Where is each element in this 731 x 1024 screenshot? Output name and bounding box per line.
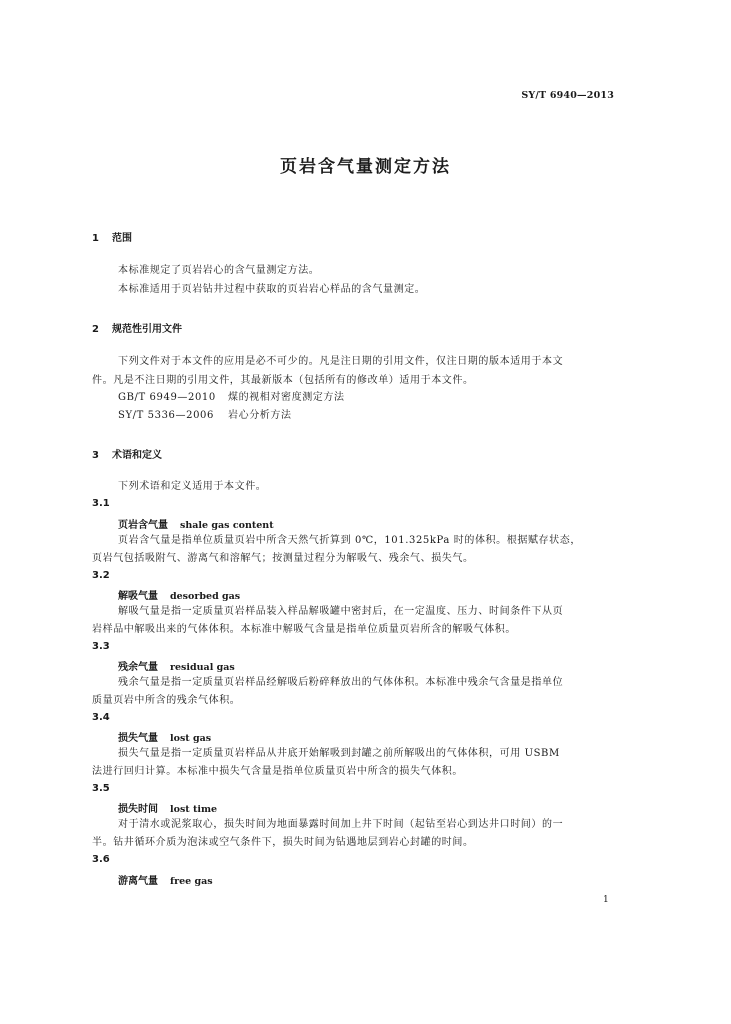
section-number: 2 [92,324,99,335]
page-number: 1 [603,895,609,905]
term-zh: 解吸气量 [118,591,158,602]
clause-number: 3.1 [92,498,110,509]
term-en: lost time [170,804,218,815]
term-heading [118,587,240,602]
section-3-heading [92,446,162,461]
term-en: shale gas content [180,520,274,531]
definition-line: 岩样品中解吸出来的气体体积。本标准中解吸气含量是指单位质量页岩所含的解吸气体积。 [92,624,516,635]
clause-number: 3.4 [92,712,110,723]
normative-reference [118,391,345,405]
paragraph: 下列术语和定义适用于本文件。 [118,481,267,492]
paragraph: 本标准规定了页岩岩心的含气量测定方法。 [118,265,320,276]
term-zh: 游离气量 [118,876,158,887]
section-title: 范围 [112,233,132,244]
term-en: free gas [170,876,213,887]
definition-line: 页岩气包括吸附气、游离气和溶解气；按测量过程分为解吸气、残余气、损失气。 [92,553,474,564]
term-zh: 损失时间 [118,804,158,815]
standard-number: SY/T 6940—2013 [521,90,614,101]
definition-line: 损失气量是指一定质量页岩样品从井底开始解吸到封罐之前所解吸出的气体体积，可用 USBM [118,748,560,759]
term-heading [118,729,211,744]
section-title: 术语和定义 [112,450,162,461]
normative-reference [118,409,292,423]
reference-title: 岩心分析方法 [228,410,292,421]
definition-line: 半。钻井循环介质为泡沫或空气条件下，损失时间为钻遇地层到岩心封罐的时间。 [92,837,474,848]
clause-number: 3.3 [92,641,110,652]
definition-line: 质量页岩中所含的残余气体积。 [92,695,241,706]
definition-line: 页岩含气量是指单位质量页岩中所含天然气折算到 0℃，101.325kPa 时的体积。根据赋存状态， [118,535,581,546]
term-zh: 残余气量 [118,662,158,673]
term-heading [118,516,274,531]
section-number: 1 [92,233,99,244]
section-2-heading [92,320,182,335]
clause-number: 3.5 [92,783,110,794]
term-heading [118,658,235,673]
definition-line: 残余气量是指一定质量页岩样品经解吸后粉碎释放出的气体体积。本标准中残余气含量是指单位 [118,677,564,688]
term-zh: 页岩含气量 [118,520,168,531]
paragraph-line: 下列文件对于本文件的应用是必不可少的。凡是注日期的引用文件，仅注日期的版本适用于本文 [118,356,564,367]
paragraph: 本标准适用于页岩钻井过程中获取的页岩岩心样品的含气量测定。 [118,284,426,295]
reference-code: SY/T 5336—2006 [118,410,214,421]
section-number: 3 [92,450,99,461]
reference-code: GB/T 6949—2010 [118,392,216,403]
term-en: residual gas [170,662,235,673]
clause-number: 3.2 [92,570,110,581]
definition-line: 对于清水或泥浆取心，损失时间为地面暴露时间加上井下时间（起钻至岩心到达井口时间）的一 [118,819,564,830]
term-zh: 损失气量 [118,733,158,744]
paragraph-line: 件。凡是不注日期的引用文件，其最新版本（包括所有的修改单）适用于本文件。 [92,375,474,386]
section-1-heading [92,229,132,244]
definition-line: 法进行回归计算。本标准中损失气含量是指单位质量页岩中所含的损失气体积。 [92,766,463,777]
term-heading [118,872,213,887]
clause-number: 3.6 [92,854,110,865]
term-heading [118,800,217,815]
document-title: 页岩含气量测定方法 [280,157,451,177]
term-en: desorbed gas [170,591,241,602]
section-title: 规范性引用文件 [112,324,182,335]
reference-title: 煤的视相对密度测定方法 [228,392,345,403]
definition-line: 解吸气量是指一定质量页岩样品装入样品解吸罐中密封后，在一定温度、压力、时间条件下从页 [118,606,564,617]
term-en: lost gas [170,733,212,744]
